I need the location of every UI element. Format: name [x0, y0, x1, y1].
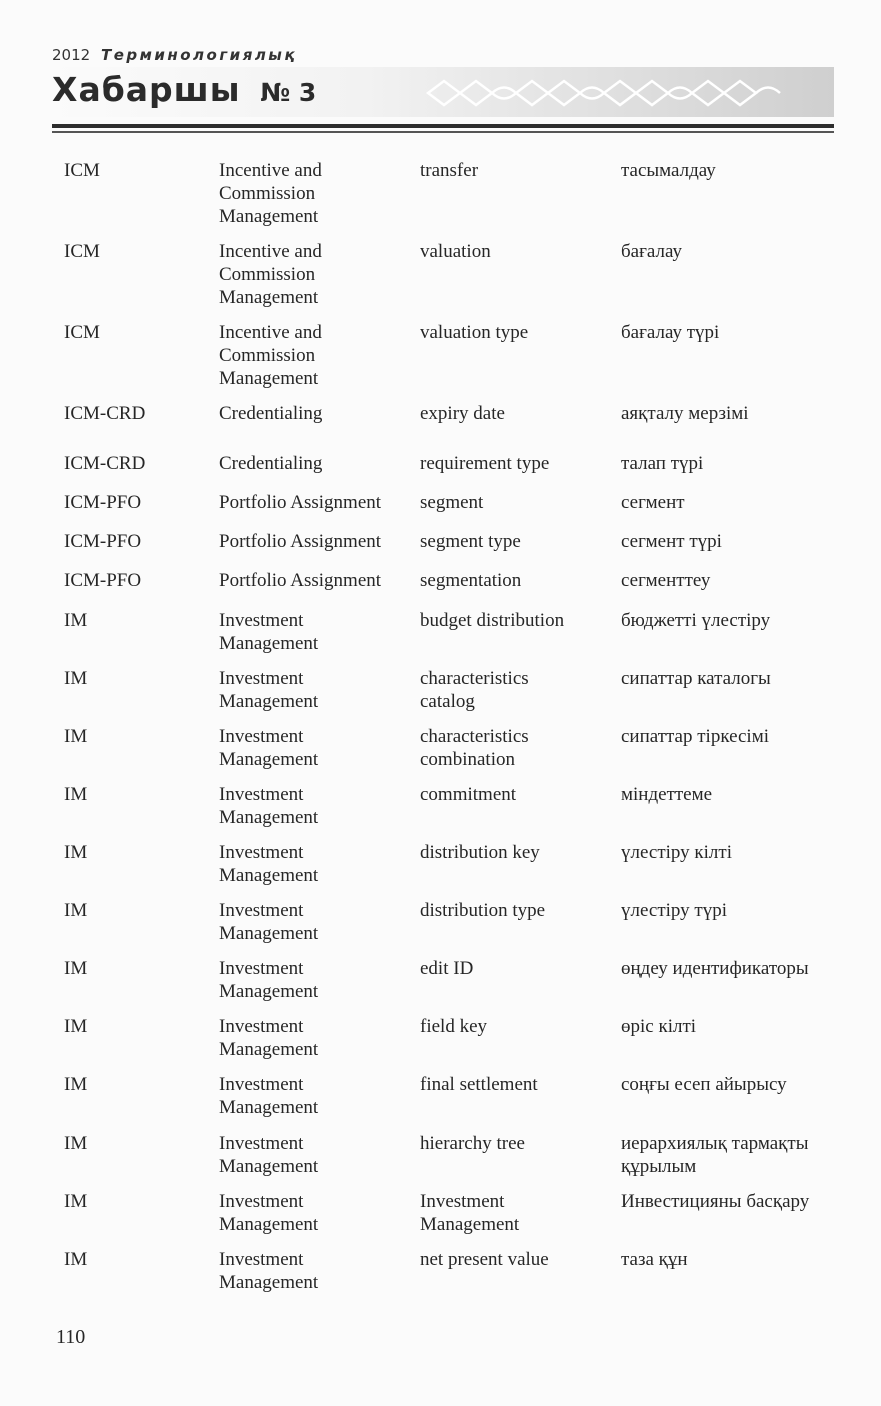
term-module-line: Management [219, 633, 319, 654]
term-english [420, 240, 491, 263]
term-kazakh-line: иерархиялық тармақты [621, 1133, 809, 1154]
term-module-line: Management [219, 923, 319, 944]
term-kazakh-line: сегмент түрі [621, 531, 722, 552]
term-kazakh-line: бағалау түрі [621, 322, 720, 343]
term-english-line: budget distribution [420, 610, 565, 631]
term-english [420, 725, 529, 771]
term-module-line: Credentialing [219, 403, 323, 424]
term-kazakh-line: сипаттар тіркесімі [621, 726, 769, 747]
term-module-line: Management [219, 206, 319, 227]
term-english [420, 491, 483, 514]
term-module-line: Incentive and [219, 322, 322, 343]
term-code: ICM-PFO [64, 570, 142, 591]
term-module [219, 321, 322, 390]
term-module-line: Investment [219, 842, 304, 863]
term-english-line: characteristics [420, 668, 529, 689]
term-module-line: Commission [219, 345, 316, 366]
term-code: ICM-PFO [64, 492, 142, 513]
term-english-line: field key [420, 1016, 488, 1037]
term-module [219, 783, 318, 829]
term-english [420, 957, 473, 980]
term-english-line: segmentation [420, 570, 522, 591]
term-code: IM [64, 668, 88, 689]
term-code: ICM [64, 322, 100, 343]
term-english-line: edit ID [420, 958, 474, 979]
term-module [219, 899, 318, 945]
journal-line [52, 46, 297, 64]
term-english-line: segment [420, 492, 484, 513]
term-english-line: valuation type [420, 322, 529, 343]
term-kazakh-line: талап түрі [621, 453, 704, 474]
term-english-line: distribution key [420, 842, 540, 863]
term-kazakh [621, 841, 732, 864]
term-module-line: Portfolio Assignment [219, 570, 382, 591]
term-english [420, 667, 529, 713]
term-module [219, 491, 381, 514]
term-kazakh-line: міндеттеме [621, 784, 713, 805]
term-kazakh-line: үлестіру түрі [621, 900, 727, 921]
term-code: ICM [64, 160, 100, 181]
term-module-line: Incentive and [219, 241, 322, 262]
term-kazakh [621, 1248, 688, 1271]
term-kazakh-line: таза құн [621, 1249, 688, 1270]
term-module-line: Management [219, 865, 319, 886]
term-kazakh-line: соңғы есеп айырысу [621, 1074, 787, 1095]
term-kazakh-line: Инвестицияны басқару [621, 1191, 810, 1212]
term-code: IM [64, 1249, 88, 1270]
term-module [219, 1132, 318, 1178]
term-module-line: Management [219, 981, 319, 1002]
term-kazakh-line: өңдеу идентификаторы [621, 958, 809, 979]
term-code: IM [64, 610, 88, 631]
term-kazakh [621, 957, 809, 980]
term-english-line: final settlement [420, 1074, 538, 1095]
term-module-line: Commission [219, 264, 316, 285]
term-kazakh [621, 321, 719, 344]
term-english [420, 1015, 487, 1038]
journal-name: Терминологиялық [100, 46, 298, 64]
title-name: Хабаршы [52, 70, 241, 109]
term-kazakh [621, 452, 703, 475]
term-english [420, 1132, 525, 1155]
header-rule-thick [52, 124, 834, 128]
term-kazakh [621, 159, 716, 182]
term-english-line: combination [420, 749, 515, 770]
term-module [219, 402, 322, 425]
term-code: IM [64, 1191, 88, 1212]
term-kazakh-line: бюджетті үлестіру [621, 610, 771, 631]
issue-number: № 3 [260, 78, 317, 107]
term-module [219, 841, 318, 887]
term-code: IM [64, 726, 88, 747]
term-module-line: Commission [219, 183, 316, 204]
term-english [420, 321, 528, 344]
ornament-pattern [424, 76, 784, 110]
term-kazakh-line: үлестіру кілті [621, 842, 732, 863]
term-code: IM [64, 842, 88, 863]
term-code: ICM-CRD [64, 403, 146, 424]
term-english [420, 899, 545, 922]
term-module-line: Investment [219, 900, 304, 921]
term-kazakh [621, 240, 682, 263]
term-kazakh [621, 667, 771, 690]
term-module-line: Management [219, 287, 319, 308]
term-kazakh [621, 1015, 696, 1038]
term-kazakh [621, 402, 749, 425]
term-english [420, 1190, 519, 1236]
term-english-line: distribution type [420, 900, 546, 921]
term-kazakh [621, 783, 712, 806]
journal-title [52, 70, 316, 109]
term-kazakh [621, 569, 710, 592]
term-module [219, 957, 318, 1003]
term-kazakh-line: құрылым [621, 1156, 697, 1177]
term-module [219, 452, 322, 475]
term-code: IM [64, 1074, 88, 1095]
term-module [219, 569, 381, 592]
term-english [420, 609, 564, 632]
term-module-line: Investment [219, 1191, 304, 1212]
term-module-line: Management [219, 691, 319, 712]
term-code: ICM-PFO [64, 531, 142, 552]
term-kazakh-line: бағалау [621, 241, 682, 262]
term-code: IM [64, 958, 88, 979]
term-english [420, 841, 540, 864]
term-module [219, 1073, 318, 1119]
term-kazakh [621, 1190, 809, 1213]
term-kazakh [621, 1073, 787, 1096]
term-kazakh [621, 899, 727, 922]
term-english-line: catalog [420, 691, 475, 712]
page-number: 110 [56, 1326, 86, 1348]
term-module-line: Portfolio Assignment [219, 531, 382, 552]
term-english [420, 452, 549, 475]
term-english-line: requirement type [420, 453, 550, 474]
term-module-line: Investment [219, 1249, 304, 1270]
term-module-line: Investment [219, 610, 304, 631]
term-english-line: commitment [420, 784, 517, 805]
term-module-line: Management [219, 1097, 319, 1118]
term-module [219, 725, 318, 771]
term-kazakh-line: сегменттеу [621, 570, 711, 591]
page-header [0, 0, 881, 140]
term-english [420, 1073, 538, 1096]
header-rule-thin [52, 131, 834, 133]
term-module [219, 1015, 318, 1061]
term-module-line: Portfolio Assignment [219, 492, 382, 513]
term-module [219, 240, 322, 309]
term-module [219, 667, 318, 713]
term-code: ICM-CRD [64, 453, 146, 474]
term-english-line: characteristics [420, 726, 529, 747]
term-kazakh-line: сипаттар каталогы [621, 668, 771, 689]
term-module [219, 609, 318, 655]
term-english-line: transfer [420, 160, 479, 181]
term-english [420, 402, 505, 425]
term-module [219, 1190, 318, 1236]
term-module-line: Investment [219, 726, 304, 747]
year: 2012 [52, 46, 91, 64]
term-module [219, 530, 381, 553]
term-code: IM [64, 784, 88, 805]
term-code: IM [64, 900, 88, 921]
term-english-line: valuation [420, 241, 491, 262]
term-english-line: Investment [420, 1191, 505, 1212]
term-module-line: Investment [219, 958, 304, 979]
term-english [420, 530, 521, 553]
term-code: ICM [64, 241, 100, 262]
term-kazakh-line: аяқталу мерзімі [621, 403, 749, 424]
term-english [420, 159, 478, 182]
term-module-line: Investment [219, 1016, 304, 1037]
term-kazakh-line: тасымалдау [621, 160, 716, 181]
term-module-line: Investment [219, 668, 304, 689]
term-module-line: Management [219, 1156, 319, 1177]
term-english-line: segment type [420, 531, 521, 552]
term-module-line: Credentialing [219, 453, 323, 474]
term-module-line: Investment [219, 1074, 304, 1095]
term-module-line: Management [219, 749, 319, 770]
term-module [219, 1248, 318, 1294]
term-module-line: Management [219, 368, 319, 389]
term-code: IM [64, 1133, 88, 1154]
term-module-line: Management [219, 807, 319, 828]
term-english [420, 569, 521, 592]
term-module-line: Incentive and [219, 160, 322, 181]
term-kazakh [621, 1132, 808, 1178]
term-kazakh [621, 609, 770, 632]
term-english-line: net present value [420, 1249, 549, 1270]
term-english [420, 1248, 549, 1271]
term-kazakh [621, 530, 722, 553]
term-english-line: expiry date [420, 403, 505, 424]
term-english-line: hierarchy tree [420, 1133, 525, 1154]
term-kazakh-line: сегмент [621, 492, 685, 513]
term-module-line: Management [219, 1039, 319, 1060]
term-module-line: Investment [219, 784, 304, 805]
term-module-line: Management [219, 1272, 319, 1293]
term-english [420, 783, 516, 806]
term-module-line: Management [219, 1214, 319, 1235]
term-module-line: Investment [219, 1133, 304, 1154]
term-kazakh [621, 491, 685, 514]
term-english-line: Management [420, 1214, 520, 1235]
term-module [219, 159, 322, 228]
term-code: IM [64, 1016, 88, 1037]
term-kazakh-line: өріс кілті [621, 1016, 697, 1037]
term-kazakh [621, 725, 769, 748]
